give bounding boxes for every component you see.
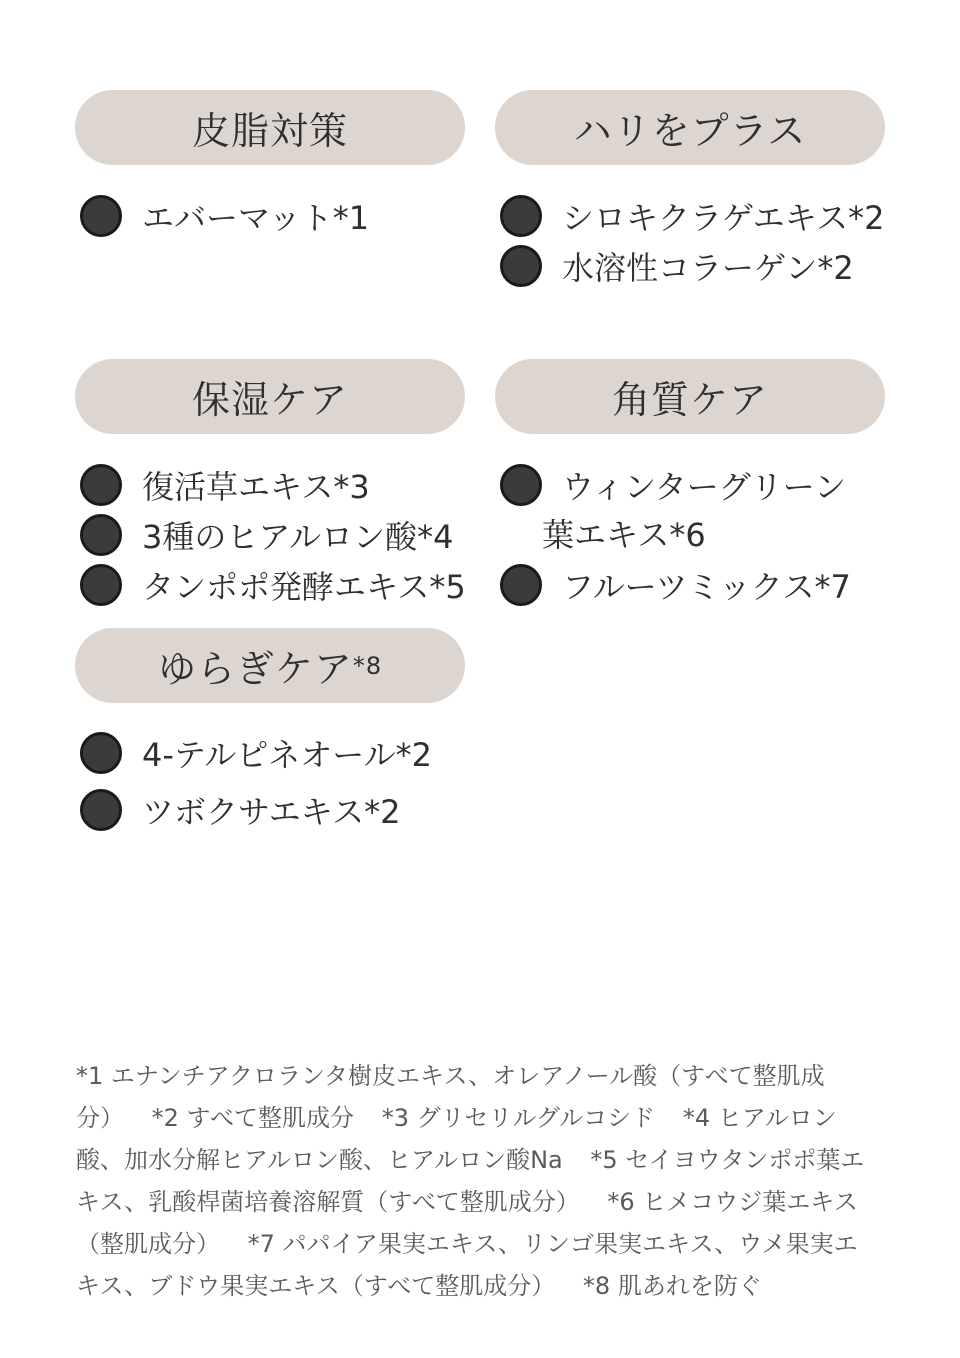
section-title-firmness [495, 90, 885, 165]
bullet-dot-icon [80, 564, 122, 606]
list-item [80, 460, 370, 510]
section-title-soothing: ゆらぎケア *8 [75, 628, 465, 703]
bullet-dot-icon [80, 789, 122, 831]
ingredient-label: 水溶性コラーゲン*2 [562, 249, 854, 287]
footnote-7: *7 パパイア果実エキス、リンゴ果実エキス、ウメ果実エキス、ブドウ果実エキス（すべて整肌成分） [76, 1230, 858, 1300]
bullet-dot-icon [80, 195, 122, 237]
bullet-dot-icon [500, 464, 542, 506]
section-title-moisture-text: 保湿ケア [191, 378, 348, 422]
ingredient-label: フルーツミックス*7 [562, 568, 851, 606]
bullet-dot-icon [80, 464, 122, 506]
list-item [80, 510, 453, 560]
ingredient-label: 復活草エキス*3 [142, 468, 370, 506]
section-title-soothing-text: ゆらぎケア [157, 647, 353, 691]
list-item [80, 560, 466, 610]
footnote-3: *3 グリセリルグルコシド [381, 1104, 656, 1132]
list-item [80, 785, 400, 835]
ingredient-label: ウィンターグリーン [562, 468, 847, 506]
footnote-5: *5 セイヨウタンポポ葉エキス、乳酸桿菌培養溶解質（すべて整肌成分） [76, 1146, 865, 1216]
ingredient-label: ツボクサエキス*2 [142, 793, 401, 831]
list-item [500, 560, 851, 610]
list-item [80, 728, 432, 778]
ingredient-label: タンポポ発酵エキス*5 [142, 568, 466, 606]
ingredient-label: 4-テルピネオール*2 [142, 736, 433, 774]
bullet-dot-icon [500, 245, 542, 287]
list-item [500, 460, 846, 510]
bullet-dot-icon [500, 195, 542, 237]
footnote-6: *6 ヒメコウジ葉エキス（整肌成分） [76, 1188, 858, 1258]
section-title-firmness-text: ハリをプラス [573, 109, 807, 153]
footnote-4: *4 ヒアルロン酸、加水分解ヒアルロン酸、ヒアルロン酸Na [76, 1104, 837, 1174]
bullet-dot-icon [80, 732, 122, 774]
list-item [500, 191, 884, 241]
bullet-dot-icon [80, 514, 122, 556]
section-title-sebum [75, 90, 465, 165]
ingredient-label: 3種のヒアルロン酸*4 [142, 518, 454, 556]
section-title-keratin-text: 角質ケア [611, 378, 768, 422]
footnotes [76, 1055, 876, 1307]
footnote-1: *1 エナンチアクロランタ樹皮エキス、オレアノール酸（すべて整肌成分） [76, 1062, 825, 1132]
ingredient-label: エバーマット*1 [142, 199, 370, 237]
section-title-sebum-text: 皮脂対策 [191, 109, 348, 153]
footnote-2: *2 すべて整肌成分 [151, 1104, 355, 1132]
list-item [80, 191, 369, 241]
section-title-moisture [75, 359, 465, 434]
footnote-8: *8 肌あれを防ぐ [582, 1272, 762, 1300]
ingredient-label: シロキクラゲエキス*2 [562, 199, 885, 237]
ingredient-label-continuation: 葉エキス*6 [542, 516, 706, 554]
list-item [500, 241, 854, 291]
bullet-dot-icon [500, 564, 542, 606]
section-title-keratin [495, 359, 885, 434]
